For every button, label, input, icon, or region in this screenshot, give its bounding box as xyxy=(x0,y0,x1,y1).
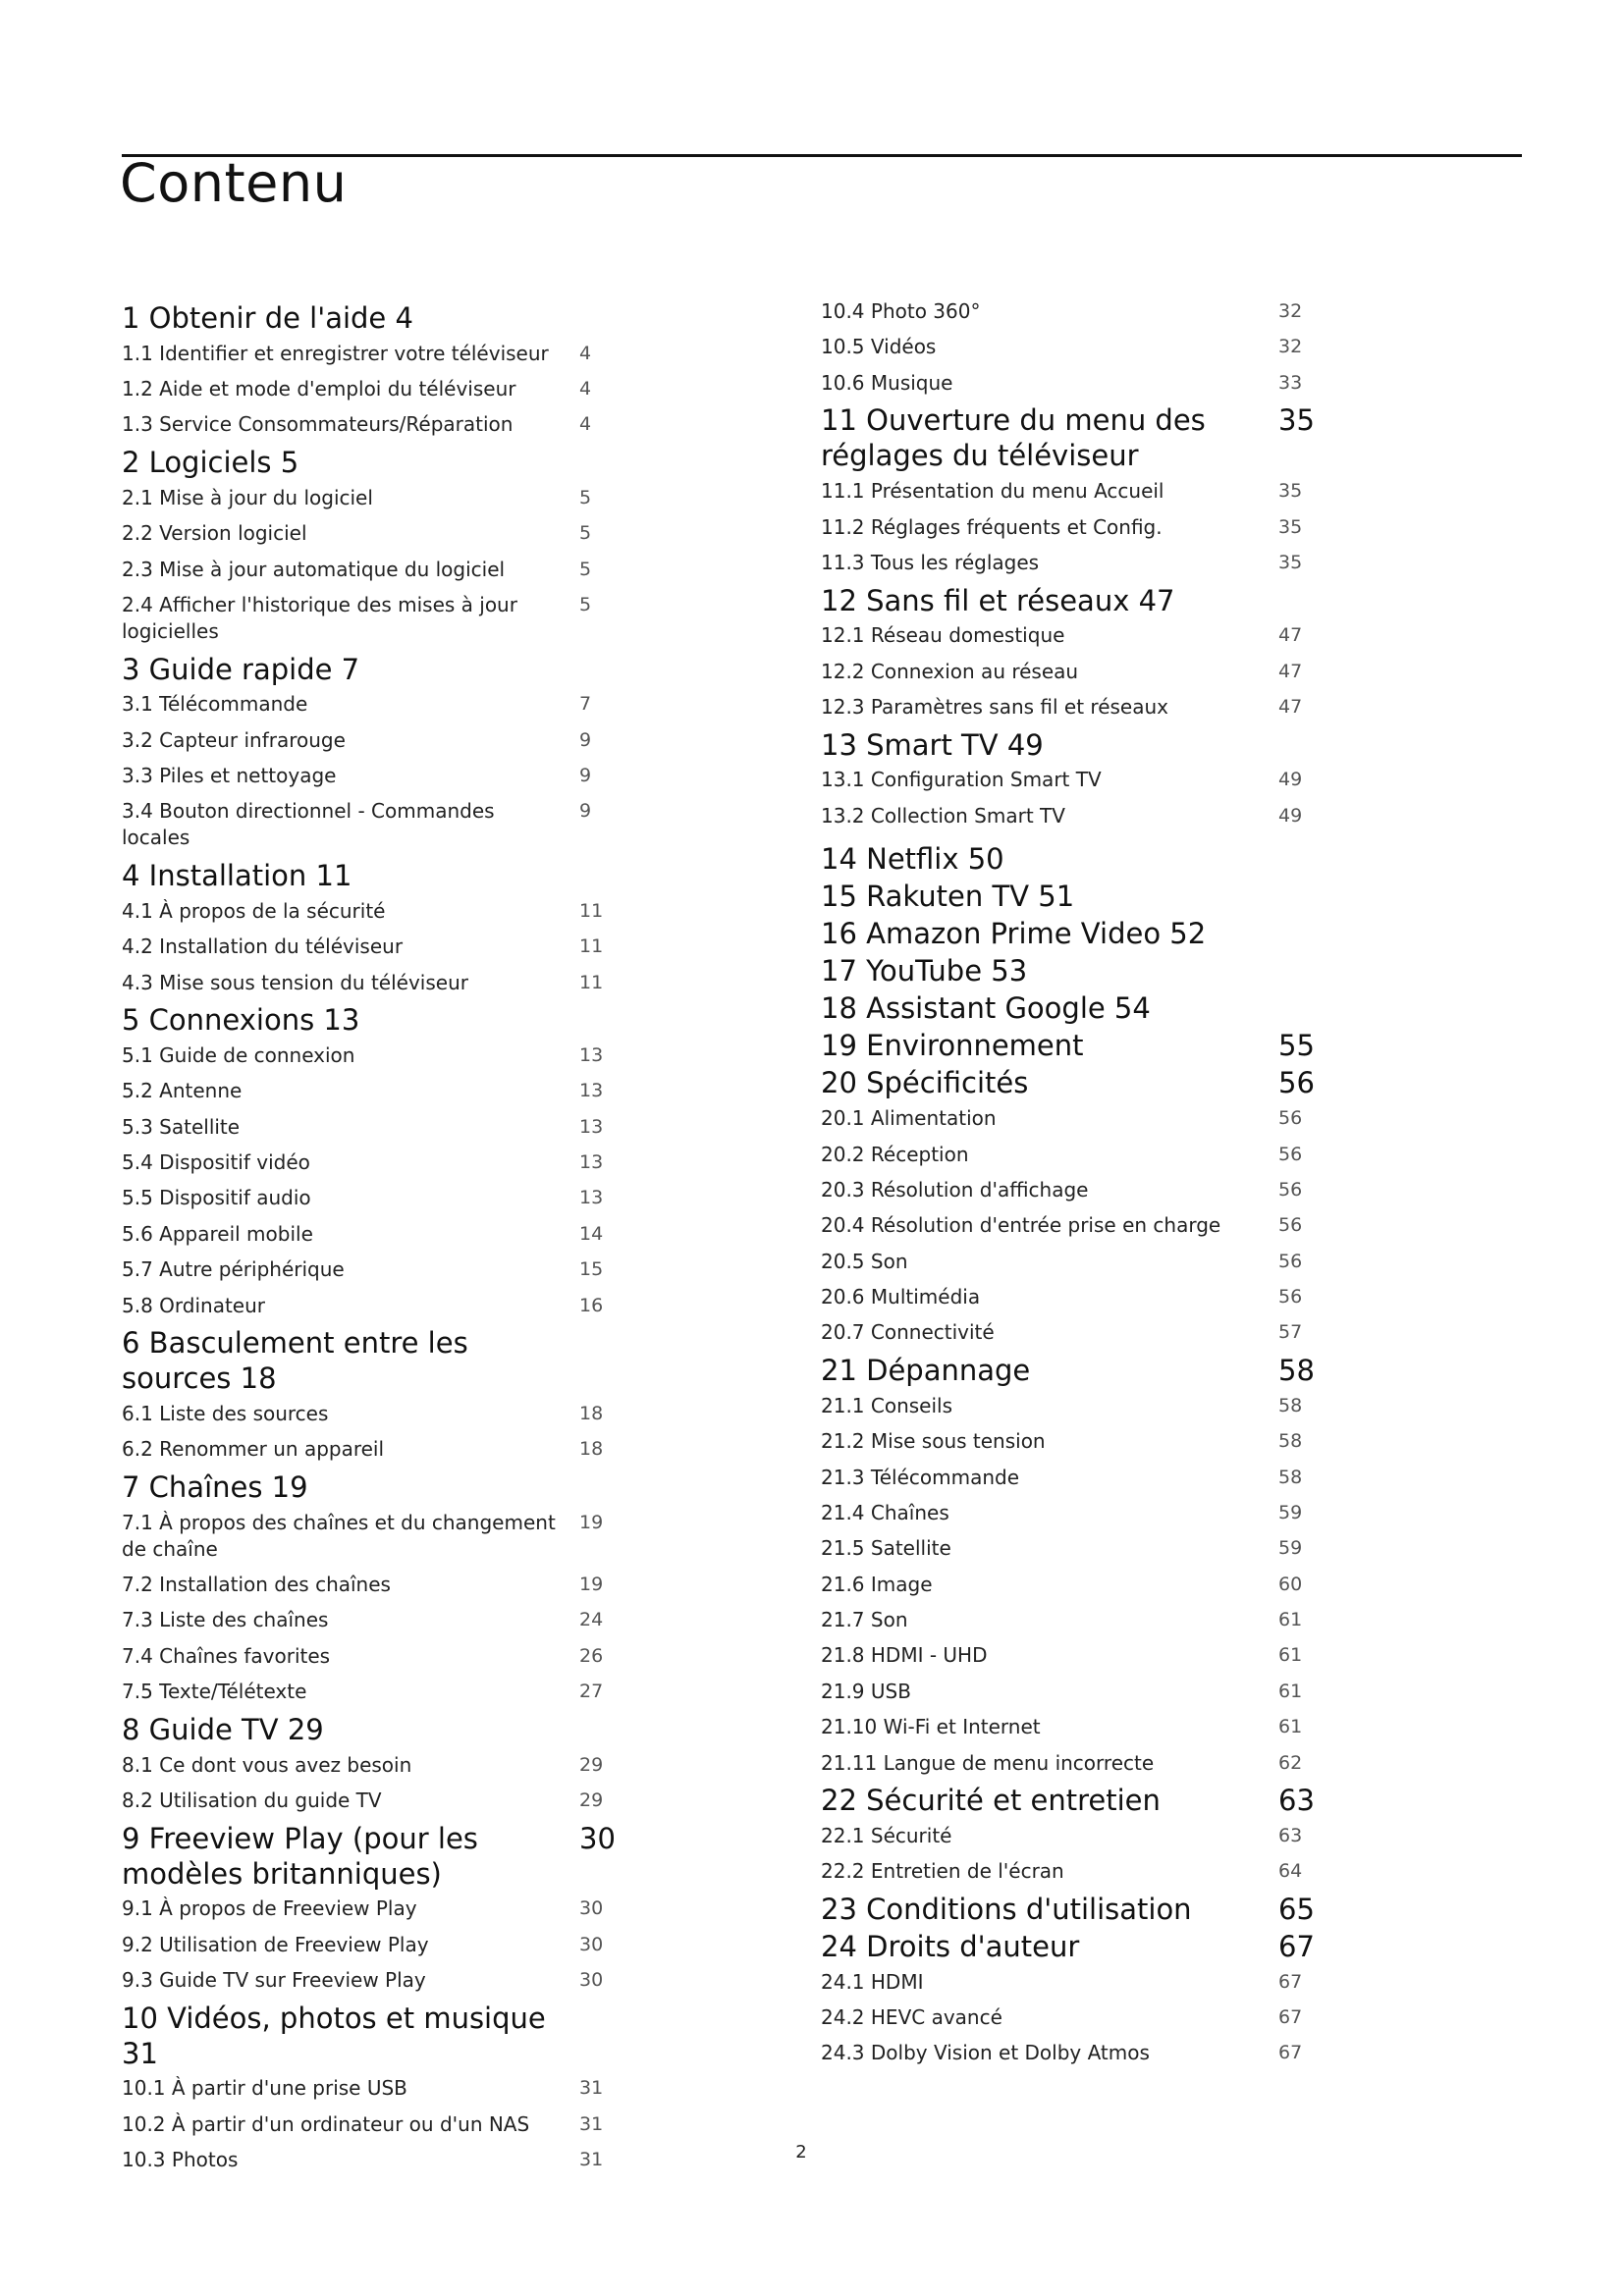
page-ref: 9 xyxy=(579,765,592,787)
toc-chapter-link[interactable] xyxy=(122,650,623,687)
entry-title: 21.9 USB xyxy=(821,1679,911,1703)
page-ref: 47 xyxy=(1278,624,1303,647)
toc-chapter-link[interactable] xyxy=(821,1890,1322,1927)
toc-entry-link[interactable] xyxy=(821,2000,1322,2035)
page-ref: 56 xyxy=(1278,1178,1303,1201)
page-ref: 15 xyxy=(579,1258,604,1281)
toc-entry-link[interactable] xyxy=(821,1388,1322,1423)
entry-title: 3.3 Piles et nettoyage xyxy=(122,764,337,788)
entry-title: 20.5 Son xyxy=(821,1249,908,1273)
entry-title: 20.1 Alimentation xyxy=(821,1106,997,1131)
entry-title: 2.1 Mise à jour du logiciel xyxy=(122,485,373,509)
page-ref: 47 xyxy=(1278,660,1303,682)
toc-entry-link[interactable] xyxy=(821,330,1322,365)
toc-entry-link[interactable] xyxy=(821,1495,1322,1530)
page-ref: 63 xyxy=(1278,1824,1303,1846)
page-ref: 5 xyxy=(579,486,592,508)
page-ref: 67 xyxy=(1278,2042,1303,2064)
toc-entry-link[interactable] xyxy=(122,1253,623,1288)
chapter-title: 18 Assistant Google 54 xyxy=(821,991,1151,1026)
page-title: Contenu xyxy=(120,152,348,214)
entry-title: 21.7 Son xyxy=(821,1608,908,1631)
page-ref: 60 xyxy=(1278,1573,1303,1595)
chapter-title: 1 Obtenir de l'aide 4 xyxy=(122,301,413,335)
page-ref: 58 xyxy=(1278,1354,1315,1388)
entry-title: 9.2 Utilisation de Freeview Play xyxy=(122,1932,429,1956)
entry-title: 10.2 À partir d'un ordinateur ou d'un NAS xyxy=(122,2111,530,2136)
entry-title: 6.1 Liste des sources xyxy=(122,1401,329,1425)
toc-entry-link[interactable] xyxy=(122,1505,623,1567)
page-ref: 13 xyxy=(579,1115,604,1138)
toc-entry-link[interactable] xyxy=(122,336,623,371)
page-ref: 4 xyxy=(579,413,592,436)
entry-title: 2.2 Version logiciel xyxy=(122,521,307,546)
page-ref: 5 xyxy=(579,558,592,580)
toc-entry-link[interactable] xyxy=(122,587,623,649)
toc-entry-link[interactable] xyxy=(122,516,623,552)
entry-title: 11.3 Tous les réglages xyxy=(821,550,1040,574)
entry-title: 24.1 HDMI xyxy=(821,1969,924,1994)
toc-entry-link[interactable] xyxy=(122,1962,623,1998)
toc-entry-link[interactable] xyxy=(122,794,623,856)
toc-chapter-link[interactable] xyxy=(122,1999,623,2071)
toc-entry-link[interactable] xyxy=(821,545,1322,580)
toc-entry-link[interactable] xyxy=(122,1109,623,1145)
entry-title: 5.2 Antenne xyxy=(122,1079,243,1103)
page-ref: 32 xyxy=(1278,300,1303,322)
toc-chapter-link[interactable] xyxy=(122,1468,623,1505)
page-ref: 56 xyxy=(1278,1107,1303,1130)
chapter-title: 15 Rakuten TV 51 xyxy=(821,880,1075,914)
toc-chapter-link[interactable] xyxy=(122,298,623,336)
entry-title: 5.5 Dispositif audio xyxy=(122,1186,311,1210)
page-ref: 35 xyxy=(1278,403,1315,438)
toc-chapter-link[interactable] xyxy=(821,914,1322,951)
toc-entry-link[interactable] xyxy=(122,1038,623,1073)
entry-title: 5.8 Ordinateur xyxy=(122,1293,266,1317)
entry-title: 7.3 Liste des chaînes xyxy=(122,1608,329,1632)
entry-title: 7.5 Texte/Télétexte xyxy=(122,1680,307,1704)
toc-chapter-link[interactable] xyxy=(122,443,623,480)
toc-chapter-link[interactable] xyxy=(821,1781,1322,1818)
page-ref: 35 xyxy=(1278,515,1303,538)
entry-title: 3.4 Bouton directionnel - Commandes locales xyxy=(122,799,495,850)
entry-title: 10.1 À partir d'une prise USB xyxy=(122,2076,407,2101)
entry-title: 10.6 Musique xyxy=(821,370,953,395)
page-ref: 61 xyxy=(1278,1644,1303,1667)
toc-chapter-link[interactable] xyxy=(122,1323,623,1396)
chapter-title: 5 Connexions 13 xyxy=(122,1003,360,1038)
page-ref: 13 xyxy=(579,1151,604,1174)
entry-title: 24.3 Dolby Vision et Dolby Atmos xyxy=(821,2041,1150,2065)
entry-title: 22.2 Entretien de l'écran xyxy=(821,1859,1064,1884)
toc-entry-link[interactable] xyxy=(821,1602,1322,1637)
entry-title: 24.2 HEVC avancé xyxy=(821,2005,1002,2029)
page-ref: 64 xyxy=(1278,1860,1303,1883)
entry-title: 20.3 Résolution d'affichage xyxy=(821,1177,1089,1201)
entry-title: 4.1 À propos de la sécurité xyxy=(122,898,386,923)
page-ref: 61 xyxy=(1278,1609,1303,1630)
page-ref: 35 xyxy=(1278,551,1303,573)
chapter-title: 21 Dépannage xyxy=(821,1354,1031,1388)
entry-title: 8.1 Ce dont vous avez besoin xyxy=(122,1752,412,1777)
entry-title: 13.1 Configuration Smart TV xyxy=(821,768,1102,792)
entry-title: 5.1 Guide de connexion xyxy=(122,1042,355,1067)
chapter-title: 3 Guide rapide 7 xyxy=(122,652,360,686)
entry-title: 5.3 Satellite xyxy=(122,1114,241,1139)
toc-entry-link[interactable] xyxy=(821,1208,1322,1244)
page-ref: 7 xyxy=(579,693,592,716)
entry-title: 4.2 Installation du téléviseur xyxy=(122,934,404,959)
entry-title: 5.7 Autre périphérique xyxy=(122,1257,345,1282)
page-ref: 56 xyxy=(1278,1250,1303,1272)
toc-entry-link[interactable] xyxy=(122,2107,623,2142)
page-ref: 30 xyxy=(579,1969,604,1992)
toc-entry-link[interactable] xyxy=(122,1603,623,1638)
toc-entry-link[interactable] xyxy=(122,2071,623,2107)
toc-chapter-link[interactable] xyxy=(122,1710,623,1747)
toc-entry-link[interactable] xyxy=(821,1854,1322,1890)
chapter-title: 19 Environnement xyxy=(821,1029,1084,1063)
page-ref: 67 xyxy=(1278,1970,1303,1993)
entry-title: 6.2 Renommer un appareil xyxy=(122,1437,385,1462)
chapter-title: 16 Amazon Prime Video 52 xyxy=(821,917,1207,951)
toc-entry-link[interactable] xyxy=(122,930,623,965)
page-ref: 31 xyxy=(579,2149,604,2171)
entry-title: 22.1 Sécurité xyxy=(821,1823,952,1847)
page-ref: 5 xyxy=(579,593,592,615)
entry-title: 21.11 Langue de menu incorrecte xyxy=(821,1750,1155,1775)
entry-title: 1.2 Aide et mode d'emploi du téléviseur xyxy=(122,377,516,401)
toc-chapter-link[interactable] xyxy=(821,1927,1322,1964)
page-ref: 29 xyxy=(579,1789,604,1811)
chapter-title: 7 Chaînes 19 xyxy=(122,1470,308,1504)
toc-entry-link[interactable] xyxy=(821,1567,1322,1602)
toc-entry-link[interactable] xyxy=(821,1100,1322,1136)
entry-title: 11.1 Présentation du menu Accueil xyxy=(821,479,1164,504)
chapter-title: 20 Spécificités xyxy=(821,1066,1029,1100)
page-ref: 33 xyxy=(1278,371,1303,394)
chapter-title: 23 Conditions d'utilisation xyxy=(821,1892,1192,1926)
toc-entry-link[interactable] xyxy=(821,618,1322,654)
toc-entry-link[interactable] xyxy=(821,1638,1322,1674)
toc-chapter-link[interactable] xyxy=(821,581,1322,618)
entry-title: 5.4 Dispositif vidéo xyxy=(122,1150,310,1175)
page-ref: 26 xyxy=(579,1644,604,1667)
entry-title: 8.2 Utilisation du guide TV xyxy=(122,1788,382,1812)
toc-entry-link[interactable] xyxy=(821,798,1322,833)
page-ref: 55 xyxy=(1278,1029,1315,1063)
entry-title: 21.5 Satellite xyxy=(821,1536,951,1561)
entry-title: 9.1 À propos de Freeview Play xyxy=(122,1896,417,1921)
entry-title: 21.1 Conseils xyxy=(821,1393,953,1417)
page-ref: 57 xyxy=(1278,1321,1303,1344)
page-ref: 9 xyxy=(579,800,592,823)
page-ref: 4 xyxy=(579,342,592,364)
entry-title: 10.3 Photos xyxy=(122,2148,239,2172)
page-ref: 56 xyxy=(1278,1066,1315,1100)
toc-entry-link[interactable] xyxy=(821,654,1322,689)
page-ref: 62 xyxy=(1278,1751,1303,1774)
toc-entry-link[interactable] xyxy=(821,298,1322,330)
toc-chapter-link[interactable] xyxy=(821,400,1322,473)
page-ref: 27 xyxy=(579,1681,604,1703)
page-ref: 49 xyxy=(1278,769,1303,791)
toc-entry-link[interactable] xyxy=(122,893,623,929)
page-ref: 61 xyxy=(1278,1716,1303,1738)
page-ref: 63 xyxy=(1278,1784,1315,1818)
toc-left-column xyxy=(122,298,623,2178)
chapter-title: 13 Smart TV 49 xyxy=(821,727,1044,762)
toc-chapter-link[interactable] xyxy=(821,1351,1322,1388)
page-ref: 56 xyxy=(1278,1286,1303,1308)
page-ref: 58 xyxy=(1278,1430,1303,1453)
entry-title: 21.4 Chaînes xyxy=(821,1500,949,1524)
chapter-title: 12 Sans fil et réseaux 47 xyxy=(821,583,1175,617)
page-ref: 31 xyxy=(579,2077,604,2100)
toc-entry-link[interactable] xyxy=(821,1745,1322,1781)
entry-title: 20.6 Multimédia xyxy=(821,1285,981,1308)
entry-title: 7.1 À propos des chaînes et du changement de chaîne xyxy=(122,1510,556,1561)
page-ref: 49 xyxy=(1278,804,1303,827)
toc-chapter-link[interactable] xyxy=(821,1026,1322,1063)
entry-title: 13.2 Collection Smart TV xyxy=(821,803,1065,828)
entry-title: 1.1 Identifier et enregistrer votre téléviseur xyxy=(122,341,549,365)
toc-chapter-link[interactable] xyxy=(821,839,1322,877)
toc-entry-link[interactable] xyxy=(122,1432,623,1468)
page-ref: 35 xyxy=(1278,480,1303,503)
page-ref: 5 xyxy=(579,522,592,545)
chapter-title: 6 Basculement entre les sources 18 xyxy=(122,1326,468,1396)
page-ref: 61 xyxy=(1278,1680,1303,1702)
toc-chapter-link[interactable] xyxy=(821,951,1322,988)
chapter-title: 11 Ouverture du menu des réglages du téléviseur xyxy=(821,403,1206,473)
entry-title: 1.3 Service Consommateurs/Réparation xyxy=(122,412,514,437)
toc-chapter-link[interactable] xyxy=(821,725,1322,763)
entry-title: 21.10 Wi-Fi et Internet xyxy=(821,1715,1041,1739)
entry-title: 9.3 Guide TV sur Freeview Play xyxy=(122,1968,426,1993)
entry-title: 20.4 Résolution d'entrée prise en charge xyxy=(821,1213,1221,1238)
page-number: 2 xyxy=(795,2142,807,2163)
toc-right-column xyxy=(821,298,1322,2071)
toc-entry-link[interactable] xyxy=(821,1279,1322,1314)
entry-title: 7.4 Chaînes favorites xyxy=(122,1643,331,1668)
toc-entry-link[interactable] xyxy=(122,1567,623,1602)
page-ref: 31 xyxy=(579,2112,604,2135)
toc-entry-link[interactable] xyxy=(122,1638,623,1674)
page-ref: 30 xyxy=(579,1897,604,1920)
toc-entry-link[interactable] xyxy=(821,2036,1322,2071)
toc-entry-link[interactable] xyxy=(821,1423,1322,1459)
toc-entry-link[interactable] xyxy=(821,1172,1322,1207)
entry-title: 4.3 Mise sous tension du téléviseur xyxy=(122,970,468,994)
page-ref: 65 xyxy=(1278,1892,1315,1926)
entry-title: 20.2 Réception xyxy=(821,1142,969,1166)
toc-entry-link[interactable] xyxy=(821,689,1322,724)
chapter-title: 14 Netflix 50 xyxy=(821,842,1004,877)
toc-entry-link[interactable] xyxy=(122,687,623,722)
page-ref: 30 xyxy=(579,1933,604,1955)
toc-entry-link[interactable] xyxy=(821,1531,1322,1567)
toc-entry-link[interactable] xyxy=(122,1747,623,1783)
toc-chapter-link[interactable] xyxy=(821,1063,1322,1100)
toc-entry-link[interactable] xyxy=(122,480,623,515)
page-ref: 32 xyxy=(1278,336,1303,358)
entry-title: 5.6 Appareil mobile xyxy=(122,1221,313,1246)
page-ref: 59 xyxy=(1278,1501,1303,1523)
toc-chapter-link[interactable] xyxy=(122,1000,623,1038)
chapter-title: 17 YouTube 53 xyxy=(821,954,1028,988)
toc-entry-link[interactable] xyxy=(821,1964,1322,2000)
toc-entry-link[interactable] xyxy=(821,1137,1322,1172)
page-ref: 47 xyxy=(1278,696,1303,718)
page-ref: 58 xyxy=(1278,1394,1303,1416)
page-ref: 56 xyxy=(1278,1214,1303,1237)
toc-chapter-link[interactable] xyxy=(122,1819,623,1892)
toc-entry-link[interactable] xyxy=(122,722,623,758)
toc-entry-link[interactable] xyxy=(122,1783,623,1818)
toc-entry-link[interactable] xyxy=(821,1674,1322,1709)
toc-chapter-link[interactable] xyxy=(821,877,1322,914)
page-ref: 18 xyxy=(579,1438,604,1461)
toc-entry-link[interactable] xyxy=(821,473,1322,508)
toc-entry-link[interactable] xyxy=(122,1892,623,1927)
chapter-title: 24 Droits d'auteur xyxy=(821,1929,1080,1963)
toc-entry-link[interactable] xyxy=(821,1709,1322,1744)
page-ref: 14 xyxy=(579,1222,604,1245)
entry-title: 11.2 Réglages fréquents et Config. xyxy=(821,514,1163,539)
page-ref: 19 xyxy=(579,1511,604,1533)
page-ref: 67 xyxy=(1278,1929,1315,1963)
entry-title: 12.2 Connexion au réseau xyxy=(821,659,1079,683)
entry-title: 21.2 Mise sous tension xyxy=(821,1429,1046,1454)
toc-entry-link[interactable] xyxy=(122,1927,623,1962)
page-ref: 4 xyxy=(579,378,592,400)
page-ref: 58 xyxy=(1278,1466,1303,1488)
toc-entry-link[interactable] xyxy=(821,1818,1322,1853)
chapter-title: 9 Freeview Play (pour les modèles britanniques) xyxy=(122,1821,478,1891)
entry-title: 12.1 Réseau domestique xyxy=(821,623,1065,648)
entry-title: 2.3 Mise à jour automatique du logiciel xyxy=(122,557,506,581)
toc-entry-link[interactable] xyxy=(122,407,623,443)
entry-title: 3.1 Télécommande xyxy=(122,692,308,717)
entry-title: 10.4 Photo 360° xyxy=(821,299,981,323)
entry-title: 21.6 Image xyxy=(821,1572,933,1596)
toc-entry-link[interactable] xyxy=(821,509,1322,545)
page-ref: 11 xyxy=(579,935,604,958)
entry-title: 3.2 Capteur infrarouge xyxy=(122,727,346,752)
page-ref: 11 xyxy=(579,971,604,993)
chapter-title: 22 Sécurité et entretien xyxy=(821,1784,1161,1818)
chapter-title: 10 Vidéos, photos et musique 31 xyxy=(122,2001,546,2070)
toc-chapter-link[interactable] xyxy=(821,988,1322,1026)
toc-entry-link[interactable] xyxy=(122,1675,623,1710)
toc-entry-link[interactable] xyxy=(122,1216,623,1252)
entry-title: 12.3 Paramètres sans fil et réseaux xyxy=(821,695,1169,719)
toc-entry-link[interactable] xyxy=(821,1460,1322,1495)
chapter-title: 8 Guide TV 29 xyxy=(122,1712,324,1746)
page-ref: 24 xyxy=(579,1609,604,1631)
toc-entry-link[interactable] xyxy=(122,1288,623,1323)
chapter-title: 2 Logiciels 5 xyxy=(122,446,299,480)
toc-entry-link[interactable] xyxy=(122,1181,623,1216)
page-ref: 16 xyxy=(579,1294,604,1316)
toc-entry-link[interactable] xyxy=(122,758,623,793)
entry-title: 7.2 Installation des chaînes xyxy=(122,1573,391,1597)
entry-title: 21.3 Télécommande xyxy=(821,1465,1020,1489)
entry-title: 10.5 Vidéos xyxy=(821,335,937,359)
page-ref: 19 xyxy=(579,1574,604,1596)
page-ref: 18 xyxy=(579,1402,604,1424)
entry-title: 21.8 HDMI - UHD xyxy=(821,1643,988,1668)
page-ref: 59 xyxy=(1278,1537,1303,1560)
page-ref: 29 xyxy=(579,1753,604,1776)
entry-title: 20.7 Connectivité xyxy=(821,1320,995,1345)
toc-entry-link[interactable] xyxy=(122,1396,623,1431)
toc-entry-link[interactable] xyxy=(122,371,623,406)
toc-entry-link[interactable] xyxy=(122,965,623,1000)
toc-entry-link[interactable] xyxy=(122,1145,623,1180)
page-ref: 30 xyxy=(579,1821,616,1855)
page-ref: 67 xyxy=(1278,2006,1303,2028)
page-ref: 13 xyxy=(579,1187,604,1209)
toc-entry-link[interactable] xyxy=(821,365,1322,400)
page-ref: 9 xyxy=(579,728,592,751)
page-ref: 13 xyxy=(579,1043,604,1066)
page-ref: 13 xyxy=(579,1080,604,1102)
toc-entry-link[interactable] xyxy=(821,1244,1322,1279)
page-ref: 56 xyxy=(1278,1143,1303,1165)
toc-entry-link[interactable] xyxy=(122,1074,623,1109)
toc-chapter-link[interactable] xyxy=(122,856,623,893)
toc-entry-link[interactable] xyxy=(821,763,1322,798)
page-ref: 11 xyxy=(579,899,604,922)
chapter-title: 4 Installation 11 xyxy=(122,859,352,893)
toc-entry-link[interactable] xyxy=(122,552,623,587)
toc-entry-link[interactable] xyxy=(821,1315,1322,1351)
entry-title: 2.4 Afficher l'historique des mises à jour logicielles xyxy=(122,592,517,643)
